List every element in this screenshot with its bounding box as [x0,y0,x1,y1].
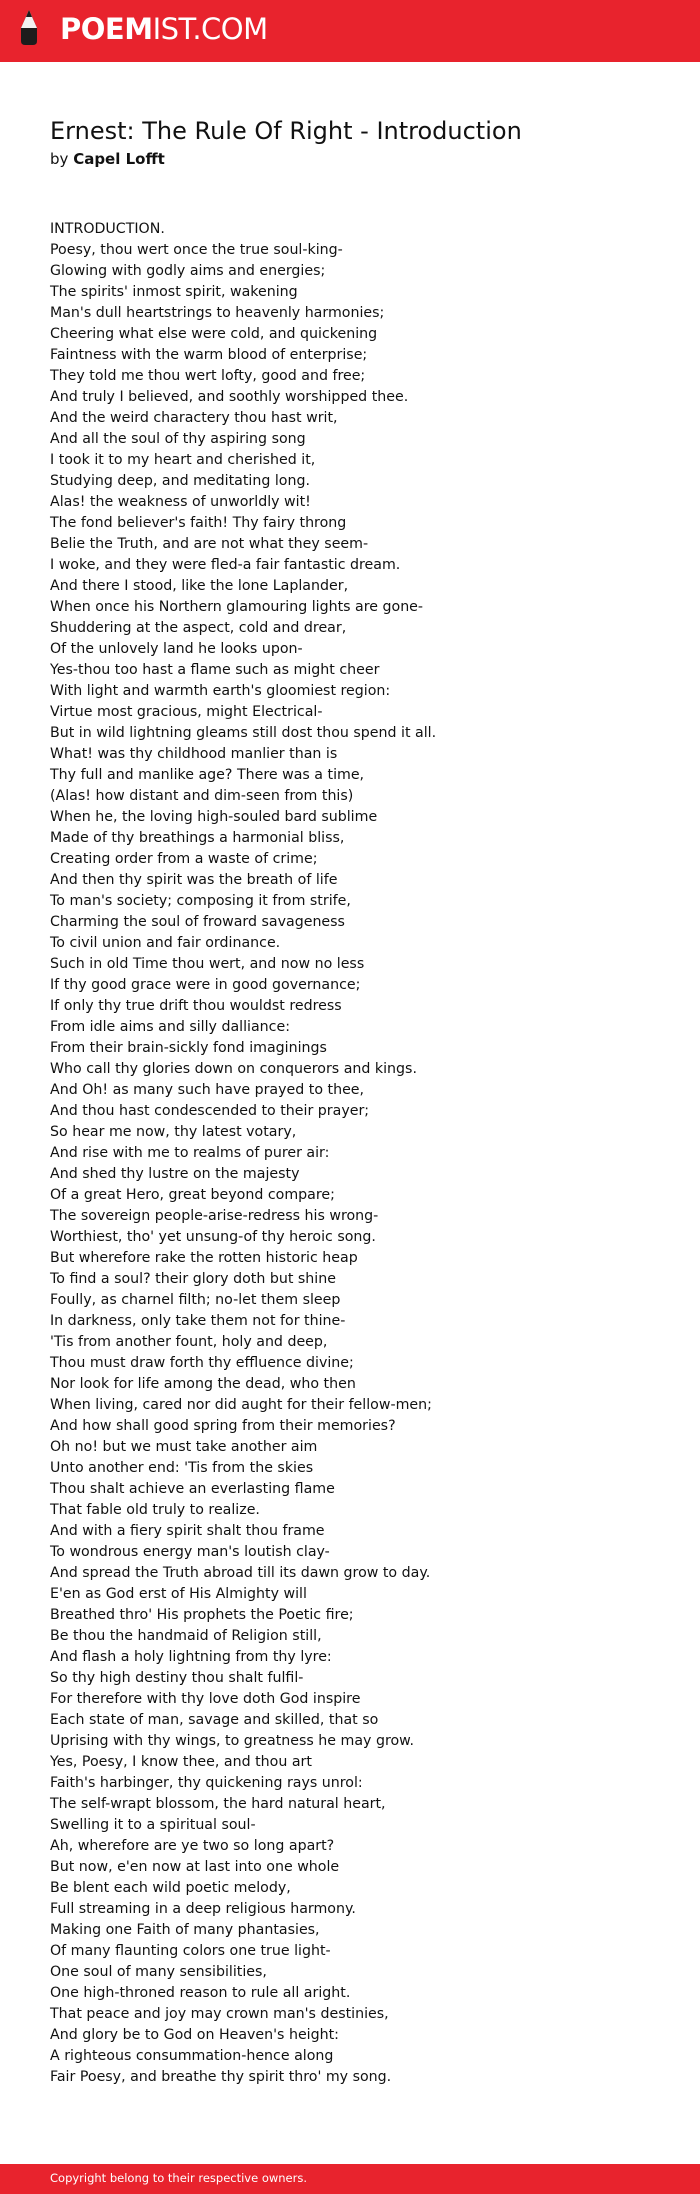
poem-line: I took it to my heart and cherished it, [50,452,316,468]
poem-line: 'Tis from another fount, holy and deep, [50,1334,328,1350]
poem-line: And glory be to God on Heaven's height: [50,2027,339,2043]
poem-line: One high-throned reason to rule all aright. [50,1985,351,2001]
poem-line: Creating order from a waste of crime; [50,851,318,867]
poem-line: Swelling it to a spiritual soul- [50,1817,256,1833]
poem-line: When he, the loving high-souled bard sublime [50,809,378,825]
poem-line: Fair Poesy, and breathe thy spirit thro' my song. [50,2069,392,2085]
poem-line: And truly I believed, and soothly worshipped thee. [50,389,409,405]
poem-line: From idle aims and silly dalliance: [50,1019,290,1035]
poem-line: So thy high destiny thou shalt fulfil- [50,1670,304,1686]
poem-line: (Alas! how distant and dim-seen from this) [50,788,354,804]
copyright-text: Copyright belong to their respective owners. [50,2171,308,2185]
poem-line: When once his Northern glamouring lights are gone- [50,599,424,615]
poem-line: Belie the Truth, and are not what they seem- [50,536,369,552]
poem-line: Worthiest, tho' yet unsung-of thy heroic song. [50,1229,376,1245]
poem-line: To find a soul? their glory doth but shine [50,1271,336,1287]
byline [50,149,165,169]
poem-line: To man's society; composing it from strife, [50,893,351,909]
poem-line: Alas! the weakness of unworldly wit! [50,494,311,510]
poem-line: And how shall good spring from their memories? [50,1418,396,1434]
poem-line: Unto another end: 'Tis from the skies [50,1460,314,1476]
poem-line: E'en as God erst of His Almighty will [50,1586,307,1602]
poem-body [50,219,436,2088]
poem-line: Poesy, thou wert once the true soul-king- [50,242,343,258]
poem-line: Man's dull heartstrings to heavenly harmonies; [50,305,385,321]
poem-line: And flash a holy lightning from thy lyre: [50,1649,332,1665]
poem-line: I woke, and they were fled-a fair fantastic dream. [50,557,401,573]
poem-line: A righteous consummation-hence along [50,2048,334,2064]
poem-line: To wondrous energy man's loutish clay- [50,1544,330,1560]
poem-line: In darkness, only take them not for thine- [50,1313,346,1329]
poem-line: Thou must draw forth thy effluence divine; [50,1355,354,1371]
poem-line: So hear me now, thy latest votary, [50,1124,297,1140]
poem-line: Faintness with the warm blood of enterprise; [50,347,368,363]
poem-line: Oh no! but we must take another aim [50,1439,318,1455]
poem-line: If thy good grace were in good governance; [50,977,361,993]
author-link[interactable]: Capel Lofft [73,150,165,168]
poem-line: What! was thy childhood manlier than is [50,746,338,762]
poem-line: Faith's harbinger, thy quickening rays unrol: [50,1775,363,1791]
poem-line: To civil union and fair ordinance. [50,935,281,951]
poem-line: Be blent each wild poetic melody, [50,1880,291,1896]
poem-line: Thy full and manlike age? There was a time, [50,767,365,783]
poem-line: And rise with me to realms of purer air: [50,1145,330,1161]
poem-line: And there I stood, like the lone Laplander, [50,578,349,594]
poem-line: One soul of many sensibilities, [50,1964,267,1980]
poem-line: And thou hast condescended to their prayer; [50,1103,370,1119]
poem-line: That fable old truly to realize. [50,1502,260,1518]
poem-line: INTRODUCTION. [50,221,165,237]
poem-line: That peace and joy may crown man's destinies, [50,2006,389,2022]
poem-line: Cheering what else were cold, and quickening [50,326,378,342]
poem-line: And shed thy lustre on the majesty [50,1166,300,1182]
site-logo[interactable] [60,12,268,46]
logo-text-light: IST.COM [152,12,268,46]
poem-line: Shuddering at the aspect, cold and drear, [50,620,347,636]
poem-line: And spread the Truth abroad till its dawn grow to day. [50,1565,431,1581]
poem-line: And Oh! as many such have prayed to thee, [50,1082,365,1098]
poem-line: The spirits' inmost spirit, wakening [50,284,298,300]
poem-line: Ah, wherefore are ye two so long apart? [50,1838,335,1854]
logo-text-bold: POEM [60,12,153,46]
poem-line: Virtue most gracious, might Electrical- [50,704,323,720]
poem-line: But in wild lightning gleams still dost thou spend it all. [50,725,437,741]
poem-line: Such in old Time thou wert, and now no less [50,956,365,972]
poem-line: And all the soul of thy aspiring song [50,431,306,447]
site-header [0,0,700,62]
poem-line: Full streaming in a deep religious harmony. [50,1901,356,1917]
poem-line: But now, e'en now at last into one whole [50,1859,340,1875]
site-footer [0,2164,700,2194]
poem-line: And with a fiery spirit shalt thou frame [50,1523,325,1539]
poem-line: Be thou the handmaid of Religion still, [50,1628,322,1644]
poem-line: Studying deep, and meditating long. [50,473,310,489]
poem-line: Of a great Hero, great beyond compare; [50,1187,335,1203]
poem-line: The sovereign people-arise-redress his wrong- [50,1208,379,1224]
poem-line: Of many flaunting colors one true light- [50,1943,331,1959]
poem-line: Breathed thro' His prophets the Poetic fire; [50,1607,354,1623]
poem-line: Nor look for life among the dead, who then [50,1376,356,1392]
poem-line: Made of thy breathings a harmonial bliss, [50,830,345,846]
poem-line: From their brain-sickly fond imaginings [50,1040,327,1056]
poem-title: Ernest: The Rule Of Right - Introduction [50,117,522,145]
pen-nib-icon [16,8,42,48]
poem-line: For therefore with thy love doth God inspire [50,1691,361,1707]
poem-line: The self-wrapt blossom, the hard natural heart, [50,1796,386,1812]
poem-line: Glowing with godly aims and energies; [50,263,326,279]
poem-line: The fond believer's faith! Thy fairy throng [50,515,347,531]
by-label: by [50,150,69,168]
poem-line: Yes, Poesy, I know thee, and thou art [50,1754,312,1770]
poem-line: If only thy true drift thou wouldst redress [50,998,342,1014]
poem-line: Foully, as charnel filth; no-let them sleep [50,1292,341,1308]
poem-line: And then thy spirit was the breath of life [50,872,338,888]
poem-line: With light and warmth earth's gloomiest region: [50,683,391,699]
poem-line: Making one Faith of many phantasies, [50,1922,320,1938]
poem-line: But wherefore rake the rotten historic heap [50,1250,358,1266]
poem-line: Uprising with thy wings, to greatness he may grow. [50,1733,414,1749]
poem-line: Thou shalt achieve an everlasting flame [50,1481,335,1497]
poem-line: Yes-thou too hast a flame such as might cheer [50,662,380,678]
poem-line: They told me thou wert lofty, good and free; [50,368,366,384]
poem-line: Charming the soul of froward savageness [50,914,345,930]
poem-line: When living, cared nor did aught for their fellow-men; [50,1397,432,1413]
poem-line: Who call thy glories down on conquerors and kings. [50,1061,417,1077]
poem-line: And the weird charactery thou hast writ, [50,410,338,426]
poem-line: Of the unlovely land he looks upon- [50,641,303,657]
poem-line: Each state of man, savage and skilled, that so [50,1712,379,1728]
